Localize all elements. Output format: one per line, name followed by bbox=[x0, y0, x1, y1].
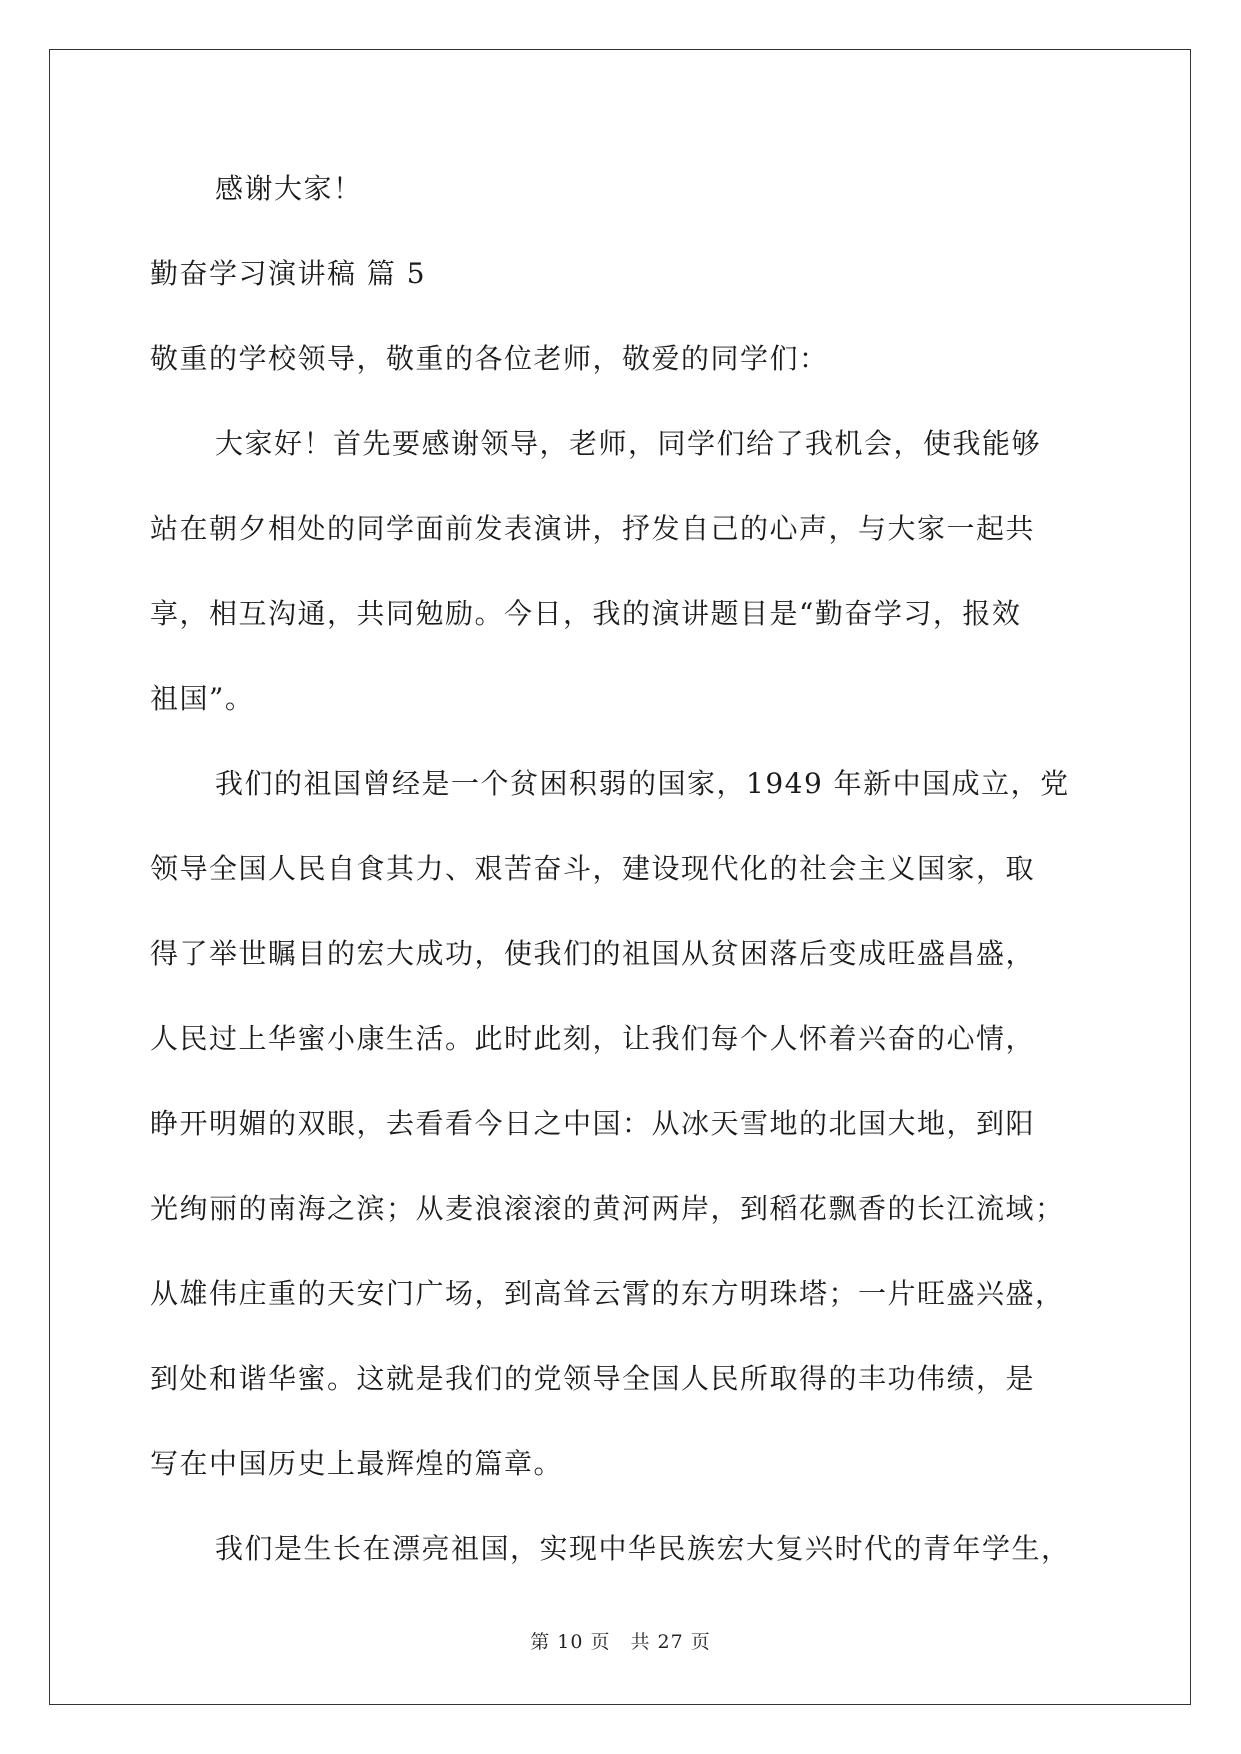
body-line: 到处和谐华蜜。这就是我们的党领导全国人民所取得的丰功伟绩，是 bbox=[150, 1362, 1036, 1395]
body-line: 大家好！首先要感谢领导，老师，同学们给了我机会，使我能够 bbox=[215, 427, 1042, 460]
body-line: 享，相互沟通，共同勉励。今日，我的演讲题目是“勤奋学习，报效 bbox=[150, 597, 1022, 630]
body-line: 光绚丽的南海之滨；从麦浪滚滚的黄河两岸，到稻花飘香的长江流域； bbox=[150, 1192, 1065, 1225]
body-line: 人民过上华蜜小康生活。此时此刻，让我们每个人怀着兴奋的心情， bbox=[150, 1022, 1036, 1055]
body-line: 得了举世瞩目的宏大成功，使我们的祖国从贫困落后变成旺盛昌盛， bbox=[150, 937, 1036, 970]
body-line: 我们是生长在漂亮祖国，实现中华民族宏大复兴时代的青年学生， bbox=[215, 1532, 1071, 1565]
page-number: 第 10 页 共 27 页 bbox=[530, 1631, 711, 1653]
body-line: 从雄伟庄重的天安门广场，到高耸云霄的东方明珠塔；一片旺盛兴盛， bbox=[150, 1277, 1065, 1310]
body-line: 睁开明媚的双眼，去看看今日之中国：从冰天雪地的北国大地，到阳 bbox=[150, 1107, 1036, 1140]
body-line: 祖国”。 bbox=[150, 682, 255, 715]
salutation: 敬重的学校领导，敬重的各位老师，敬爱的同学们： bbox=[150, 342, 829, 375]
closing-thanks: 感谢大家！ bbox=[215, 172, 363, 205]
body-line: 写在中国历史上最辉煌的篇章。 bbox=[150, 1447, 564, 1480]
body-line: 站在朝夕相处的同学面前发表演讲，抒发自己的心声，与大家一起共 bbox=[150, 512, 1036, 545]
body-line: 我们的祖国曾经是一个贫困积弱的国家，1949 年新中国成立，党 bbox=[215, 767, 1070, 800]
body-line: 领导全国人民自食其力、艰苦奋斗，建设现代化的社会主义国家，取 bbox=[150, 852, 1036, 885]
section-heading: 勤奋学习演讲稿 篇 5 bbox=[150, 257, 427, 290]
